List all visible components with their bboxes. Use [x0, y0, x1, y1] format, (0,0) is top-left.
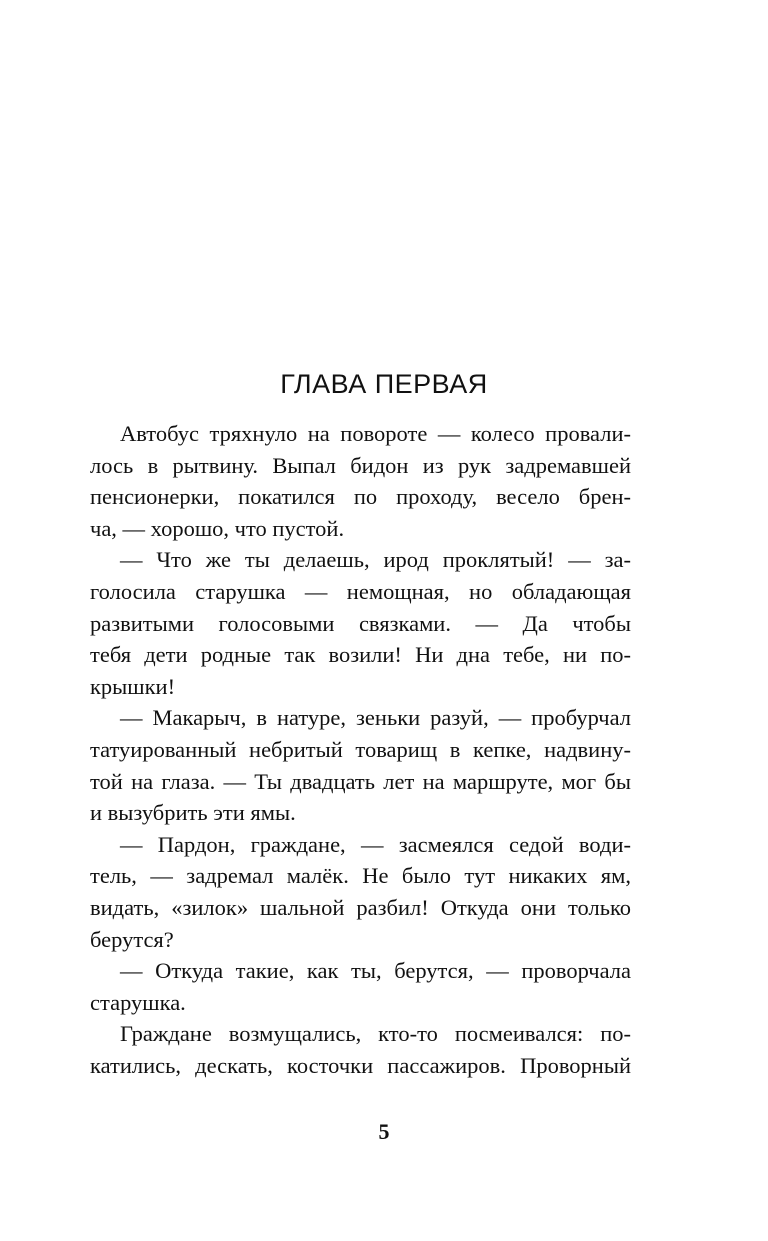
text-line: той на глаза. — Ты двадцать лет на маршруте, мог бы [90, 768, 631, 794]
text-line: катились, дескать, косточки пассажиров. Проворный [90, 1052, 631, 1078]
text-line: татуированный небритый товарищ в кепке, надвину- [90, 736, 631, 762]
text-line: крышки! [90, 673, 176, 699]
text-line: Автобус тряхнуло на повороте — колесо провали- [120, 421, 631, 446]
text-line: и вызубрить эти ямы. [90, 800, 296, 826]
text-line: тебя дети родные так возили! Ни дна тебе, ни по- [90, 642, 631, 668]
text-line: видать, «зилок» шальной разбил! Откуда они только [90, 894, 631, 920]
text-line: пенсионерки, покатился по проходу, весело брен- [90, 484, 631, 510]
text-line: — Пардон, граждане, — засмеялся седой води- [120, 831, 631, 857]
text-line: Граждане возмущались, кто-то посмеивался: по- [120, 1021, 631, 1047]
text-line: развитыми голосовыми связками. — Да чтобы [90, 610, 631, 636]
text-line: лось в рытвину. Выпал бидон из рук задремавшей [90, 452, 631, 478]
text-line: тель, — задремал малёк. Не было тут никаких ям, [90, 863, 631, 889]
text-line: голосила старушка — немощная, но обладающая [90, 578, 631, 604]
text-line: старушка. [90, 989, 186, 1015]
chapter-title: ГЛАВА ПЕРВАЯ [280, 369, 488, 399]
body-text [90, 418, 631, 1081]
text-line: — Откуда такие, как ты, берутся, — проворчала [120, 958, 631, 984]
text-line: — Что же ты делаешь, ирод проклятый! — за- [120, 547, 631, 573]
page-number: 5 [378, 1119, 390, 1144]
text-line: ча, — хорошо, что пустой. [90, 515, 345, 541]
text-line: берутся? [90, 926, 174, 952]
text-line: — Макарыч, в натуре, зеньки разуй, — пробурчал [120, 705, 631, 731]
